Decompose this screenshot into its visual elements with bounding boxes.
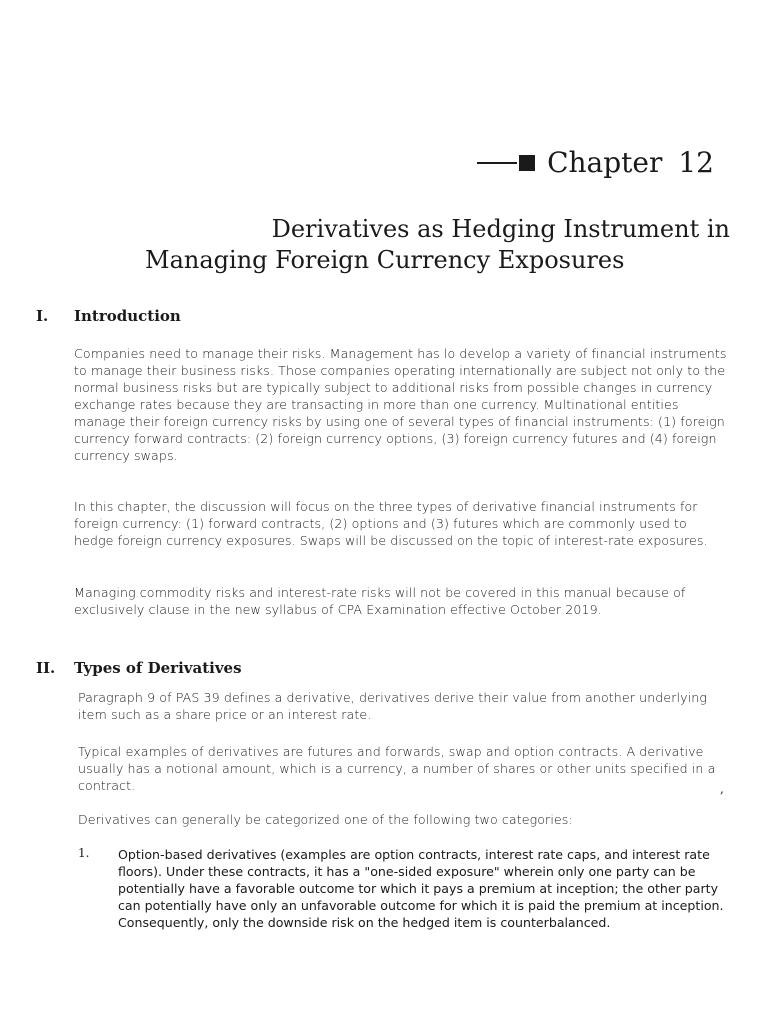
list-item-text: Option-based derivatives (examples are option contracts, interest rate caps, and interest rate floors). Under these contracts, it has a "one-sided exposure" wherein only one party can be potentially have a favorable outcome tor which it pays a premium at inception; the other party can potentially have only an unfavorable outcome for which it is paid the premium at inception. Consequently, only the downside risk on the hedged item is counterbalanced. — [118, 847, 724, 930]
types-paragraph-2: Typical examples of derivatives are futures and forwards, swap and option contracts. A derivative usually has a notional amount, which is a currency, a number of shares or other units specified in a contract. — [78, 744, 716, 793]
chapter-title-line2: Managing Foreign Currency Exposures — [145, 246, 625, 274]
chapter-title — [100, 214, 730, 276]
types-paragraph-1: Paragraph 9 of PAS 39 defines a derivative, derivatives derive their value from another underlying item such as a share price or an interest rate. — [78, 690, 707, 722]
chapter-heading — [477, 146, 714, 179]
intro-paragraph-3: Managing commodity risks and interest-rate risks will not be covered in this manual because of exclusively clause in the new syllabus of CPA Examination effective October 2019. — [74, 585, 686, 617]
section-number: I. — [36, 307, 49, 325]
chapter-rule — [477, 162, 517, 164]
types-paragraph-3: Derivatives can generally be categorized one of the following two categories: — [78, 812, 573, 827]
list-item-number: 1. — [78, 846, 90, 860]
section-title: Introduction — [74, 307, 181, 325]
section-number: II. — [36, 659, 56, 677]
square-bullet-icon — [519, 155, 535, 171]
chapter-label: Chapter — [547, 146, 663, 179]
intro-paragraph-2: In this chapter, the discussion will focus on the three types of derivative financial instruments for foreign currency: (1) forward contracts, (2) options and (3) futures which are commonly used to hedge foreign currency exposures. Swaps will be discussed on the topic of interest-rate exposures. — [74, 499, 708, 548]
intro-paragraph-1: Companies need to manage their risks. Management has lo develop a variety of financial instruments to manage their business risks. Those companies operating internationally are subject not only to the normal business risks but are typically subject to additional risks from possible changes in currency exchange rates because they are transacting in more than one currency. Multinational entities manage their foreign currency risks by using one of several types of financial instruments: (1) foreign currency forward contracts: (2) foreign currency options, (3) foreign currency futures and (4) foreign currency swaps. — [74, 346, 727, 463]
chapter-number: 12 — [678, 146, 714, 179]
stray-comma-mark: , — [720, 782, 724, 796]
section-title: Types of Derivatives — [74, 659, 242, 677]
chapter-title-line1: Derivatives as Hedging Instrument in — [271, 215, 730, 243]
